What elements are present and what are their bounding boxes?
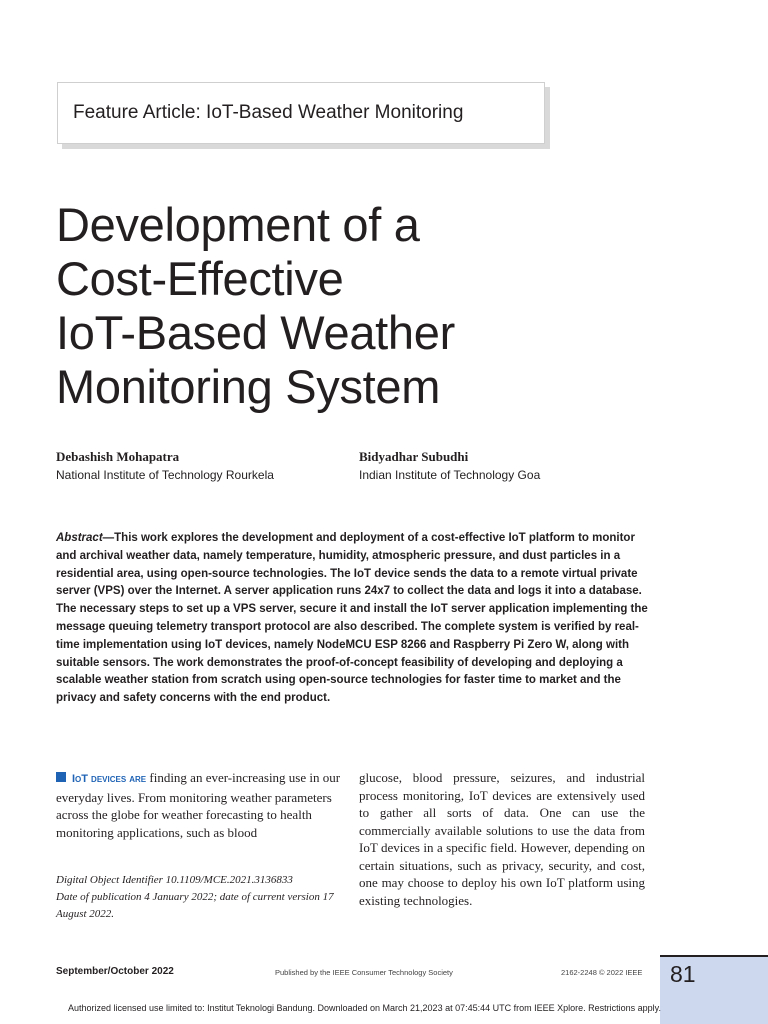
body-column-right: glucose, blood pressure, seizures, and industrial process monitoring, IoT devices are extensively used to gather all sorts of data. One can use the commercially available solutions to use the data from IoT devices in a specific field. However, depending on certain situations, such as privacy, security, and cost, one may choose to deploy his own IoT platform using existing technologies.	[359, 770, 645, 908]
publication-date-line: August 2022.	[56, 908, 115, 920]
article-title	[56, 198, 455, 414]
author-affiliation: Indian Institute of Technology Goa	[359, 468, 541, 482]
author-name: Debashish Mohapatra	[56, 449, 180, 464]
publisher-note: Published by the IEEE Consumer Technology Society	[275, 968, 453, 977]
body-text-left: finding an ever-increasing use in our everyday lives. From monitoring weather parameters across the globe for weather forecasting to health monitoring applications, such as blood	[56, 770, 341, 840]
body-column-left	[56, 769, 343, 841]
doi-line: Digital Object Identifier 10.1109/MCE.2021.3136833	[56, 874, 293, 886]
issn-copyright: 2162-2248 © 2022 IEEE	[561, 968, 643, 977]
author-2	[359, 449, 540, 482]
license-notice: Authorized licensed use limited to: Institut Teknologi Bandung. Downloaded on March 21,2023 at 07:45:44 UTC from IEEE Xplore. Restrictions apply.	[68, 1003, 661, 1013]
title-line: Cost-Effective	[56, 252, 344, 305]
publication-date-line: Date of publication 4 January 2022; date of current version 17	[56, 891, 334, 903]
abstract	[56, 530, 656, 708]
title-line: Monitoring System	[56, 360, 441, 413]
author-1	[56, 449, 274, 482]
page-number: 81	[670, 961, 696, 987]
section-marker-square	[56, 772, 66, 782]
feature-label: Feature Article: IoT-Based Weather Monitoring	[73, 102, 464, 123]
doi-note	[56, 872, 341, 923]
lead-in: IoT devices are	[72, 773, 147, 785]
abstract-label: Abstract	[56, 532, 103, 544]
title-line: IoT-Based Weather	[56, 306, 455, 359]
abstract-text: —This work explores the development and deployment of a cost-effective IoT platform to monitor and archival weather data, namely temperature, humidity, atmospheric pressure, and dust particles in a residential area, using open-source technologies. The IoT device sends the data to a remote virtual private server (VPS) over the Internet. A server application runs 24x7 to collect the data and logs it into a database. The necessary steps to set up a VPS server, secure it and install the IoT server application implementing the message queuing telemetry transport protocol are also described. The complete system is verified by real-time implementation using IoT devices, namely NodeMCU ESP 8266 and Raspberry Pi Zero W, along with suitable sensors. The work demonstrates the proof-of-concept feasibility of developing and deploying a scalable weather station from scratch using open-source technologies for faster time to market and the privacy and safety concerns with the end product.	[56, 532, 648, 705]
page-number-box	[660, 957, 768, 1024]
author-affiliation: National Institute of Technology Rourkela	[56, 468, 274, 482]
feature-header-box	[57, 82, 545, 144]
issue-date: September/October 2022	[56, 966, 174, 977]
author-name: Bidyadhar Subudhi	[359, 449, 469, 464]
title-line: Development of a	[56, 198, 420, 251]
